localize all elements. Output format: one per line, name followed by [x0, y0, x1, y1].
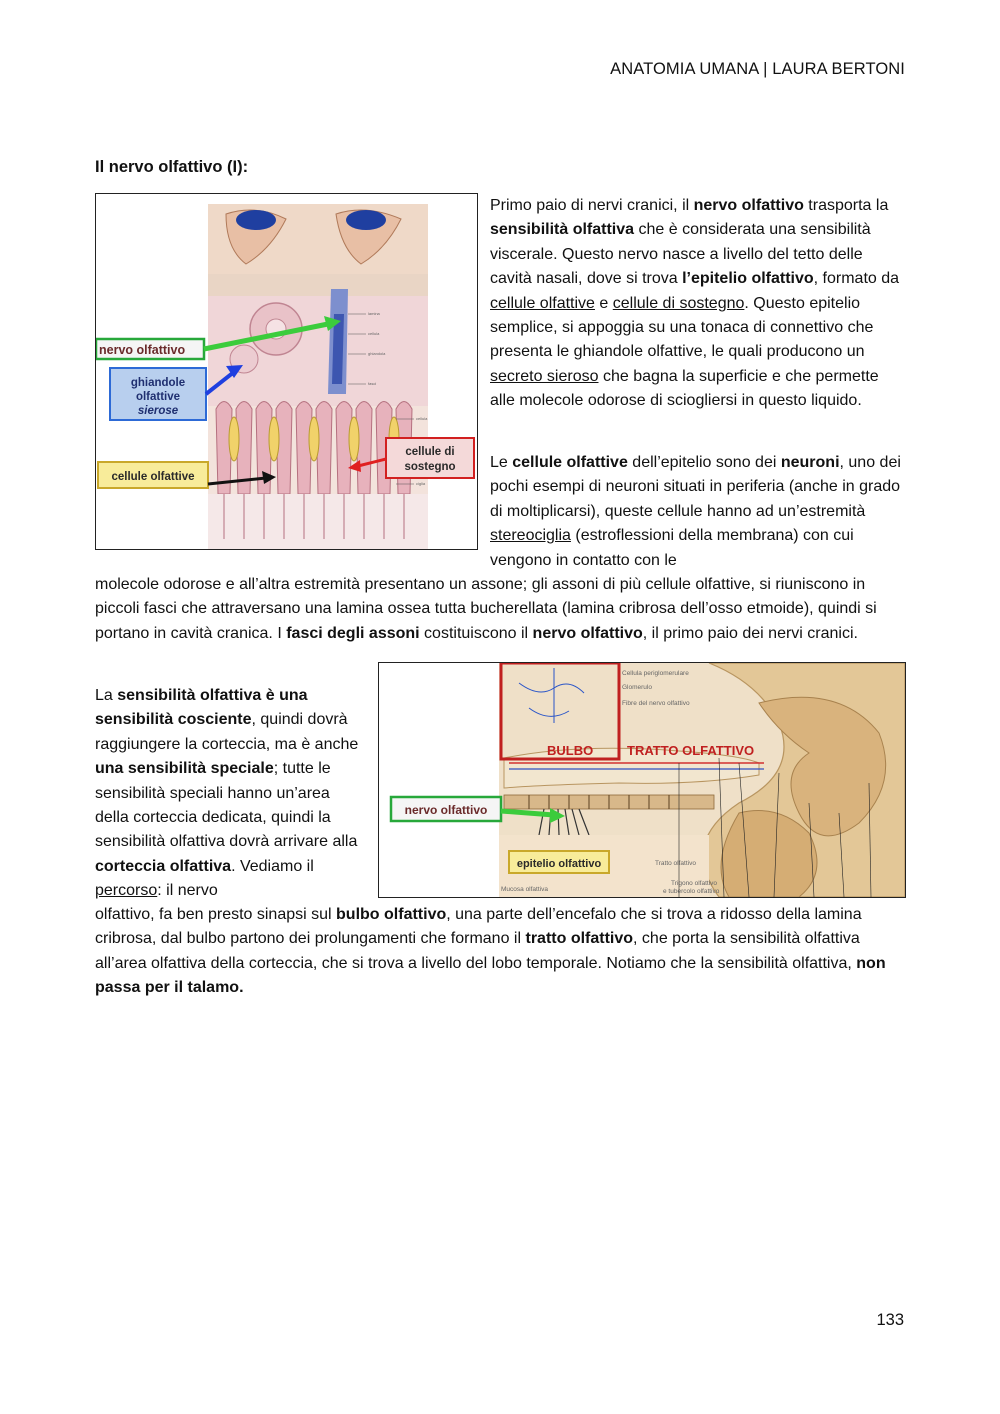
- fig1-glands-label-2: olfattive: [135, 391, 181, 403]
- fig2-small-label-4: Tratto olfattivo: [655, 860, 696, 867]
- paragraph-1: Primo paio di nervi cranici, il nervo olfattivo trasporta la sensibilità olfattiva che è considerata una sensibilità viscerale. Questo nervo nasce a livello del tetto delle cavità nasali, dove si trova l’epitelio olfattivo, formato da cellule olfattive e cellule di sostegno. Questo epitelio semplice, si appoggia su una tonaca di connettivo che presenta le ghiandole olfattive, le quali producono un secreto sieroso che bagna la superficie e che permette alle molecole odorose di sciogliersi in questo liquido.: [490, 197, 900, 410]
- paragraph-3-bottom: olfattivo, fa ben presto sinapsi sul bulbo olfattivo, una parte dell’encefalo che si trova a ridosso della lamina cribrosa, dal bulbo partono dei prolungamenti che formano il tratto olfattivo, che porta la sensibilità olfattiva all’area olfattiva della corteccia, che si trova a livello del lobo temporale. Notiamo che la sensibilità olfattiva, non passa per il talamo.: [95, 906, 886, 997]
- fig1-support-label-1: cellule di: [405, 446, 455, 458]
- paragraph-2-top: Le cellule olfattive dell’epitelio sono dei neuroni, uno dei pochi esempi di neuroni situati in periferia (anche in grado di moltiplicarsi), queste cellule hanno ad un’estremità stereociglia (estroflessioni della membrana) con cui vengono in contatto con le: [490, 454, 901, 569]
- fig1-glands-label-3: sierose: [137, 405, 179, 417]
- svg-text:fasci: fasci: [368, 381, 377, 386]
- running-header: ANATOMIA UMANA | LAURA BERTONI: [610, 60, 905, 78]
- paragraph-2-bottom: molecole odorose e all’altra estremità presentano un assone; gli assoni di più cellule olfattive, si riuniscono in piccoli fasci che attraversano una lamina ossea tutta bucherellata (lamina cribrosa dell’osso etmoide), quindi si portano in cavità cranica. I fasci degli assoni costituiscono il nervo olfattivo, il primo paio dei nervi cranici.: [95, 576, 877, 642]
- fig2-nerve-label: nervo olfattivo: [404, 803, 488, 817]
- fig2-small-label-1: Cellula periglomerulare: [622, 670, 689, 677]
- olfactory-bulb-figure: [378, 662, 906, 898]
- fig2-small-label-2: Glomerulo: [622, 684, 652, 691]
- paragraph-3-top: La sensibilità olfattiva è una sensibilità cosciente, quindi dovrà raggiungere la corteccia, ma è anche una sensibilità speciale; tutte le sensibilità speciali hanno un’area della corteccia dedicata, quindi la sensibilità olfattiva dovrà arrivare alla corteccia olfattiva. Vediamo il percorso: il nervo: [95, 687, 359, 900]
- fig1-nerve-label: nervo olfattivo: [99, 343, 186, 357]
- svg-text:lamina: lamina: [368, 311, 380, 316]
- fig2-epithelium-label: epitelio olfattivo: [516, 858, 602, 870]
- fig1-support-label-2: sostegno: [404, 461, 456, 473]
- page-number: 133: [876, 1311, 904, 1329]
- fig2-small-label-3: Fibre del nervo olfattivo: [622, 700, 690, 707]
- svg-text:cellula: cellula: [368, 331, 380, 336]
- svg-text:ciglia: ciglia: [416, 481, 426, 486]
- fig2-bulb-label: BULBO: [547, 743, 594, 758]
- section-title: Il nervo olfattivo (I):: [95, 158, 249, 176]
- olfactory-epithelium-figure: [95, 193, 478, 550]
- fig2-small-label-7: e tubercolo olfattivo: [663, 888, 720, 895]
- fig2-small-label-6: Trigono olfattivo: [671, 880, 718, 887]
- svg-text:cellula: cellula: [416, 416, 428, 421]
- svg-text:ghiandola: ghiandola: [368, 351, 386, 356]
- fig2-small-label-5: Mucosa olfattiva: [501, 886, 548, 893]
- fig2-tract-label: TRATTO OLFATTIVO: [627, 743, 755, 758]
- fig1-glands-label-1: ghiandole: [130, 377, 186, 389]
- fig1-cells-label: cellule olfattive: [111, 471, 195, 483]
